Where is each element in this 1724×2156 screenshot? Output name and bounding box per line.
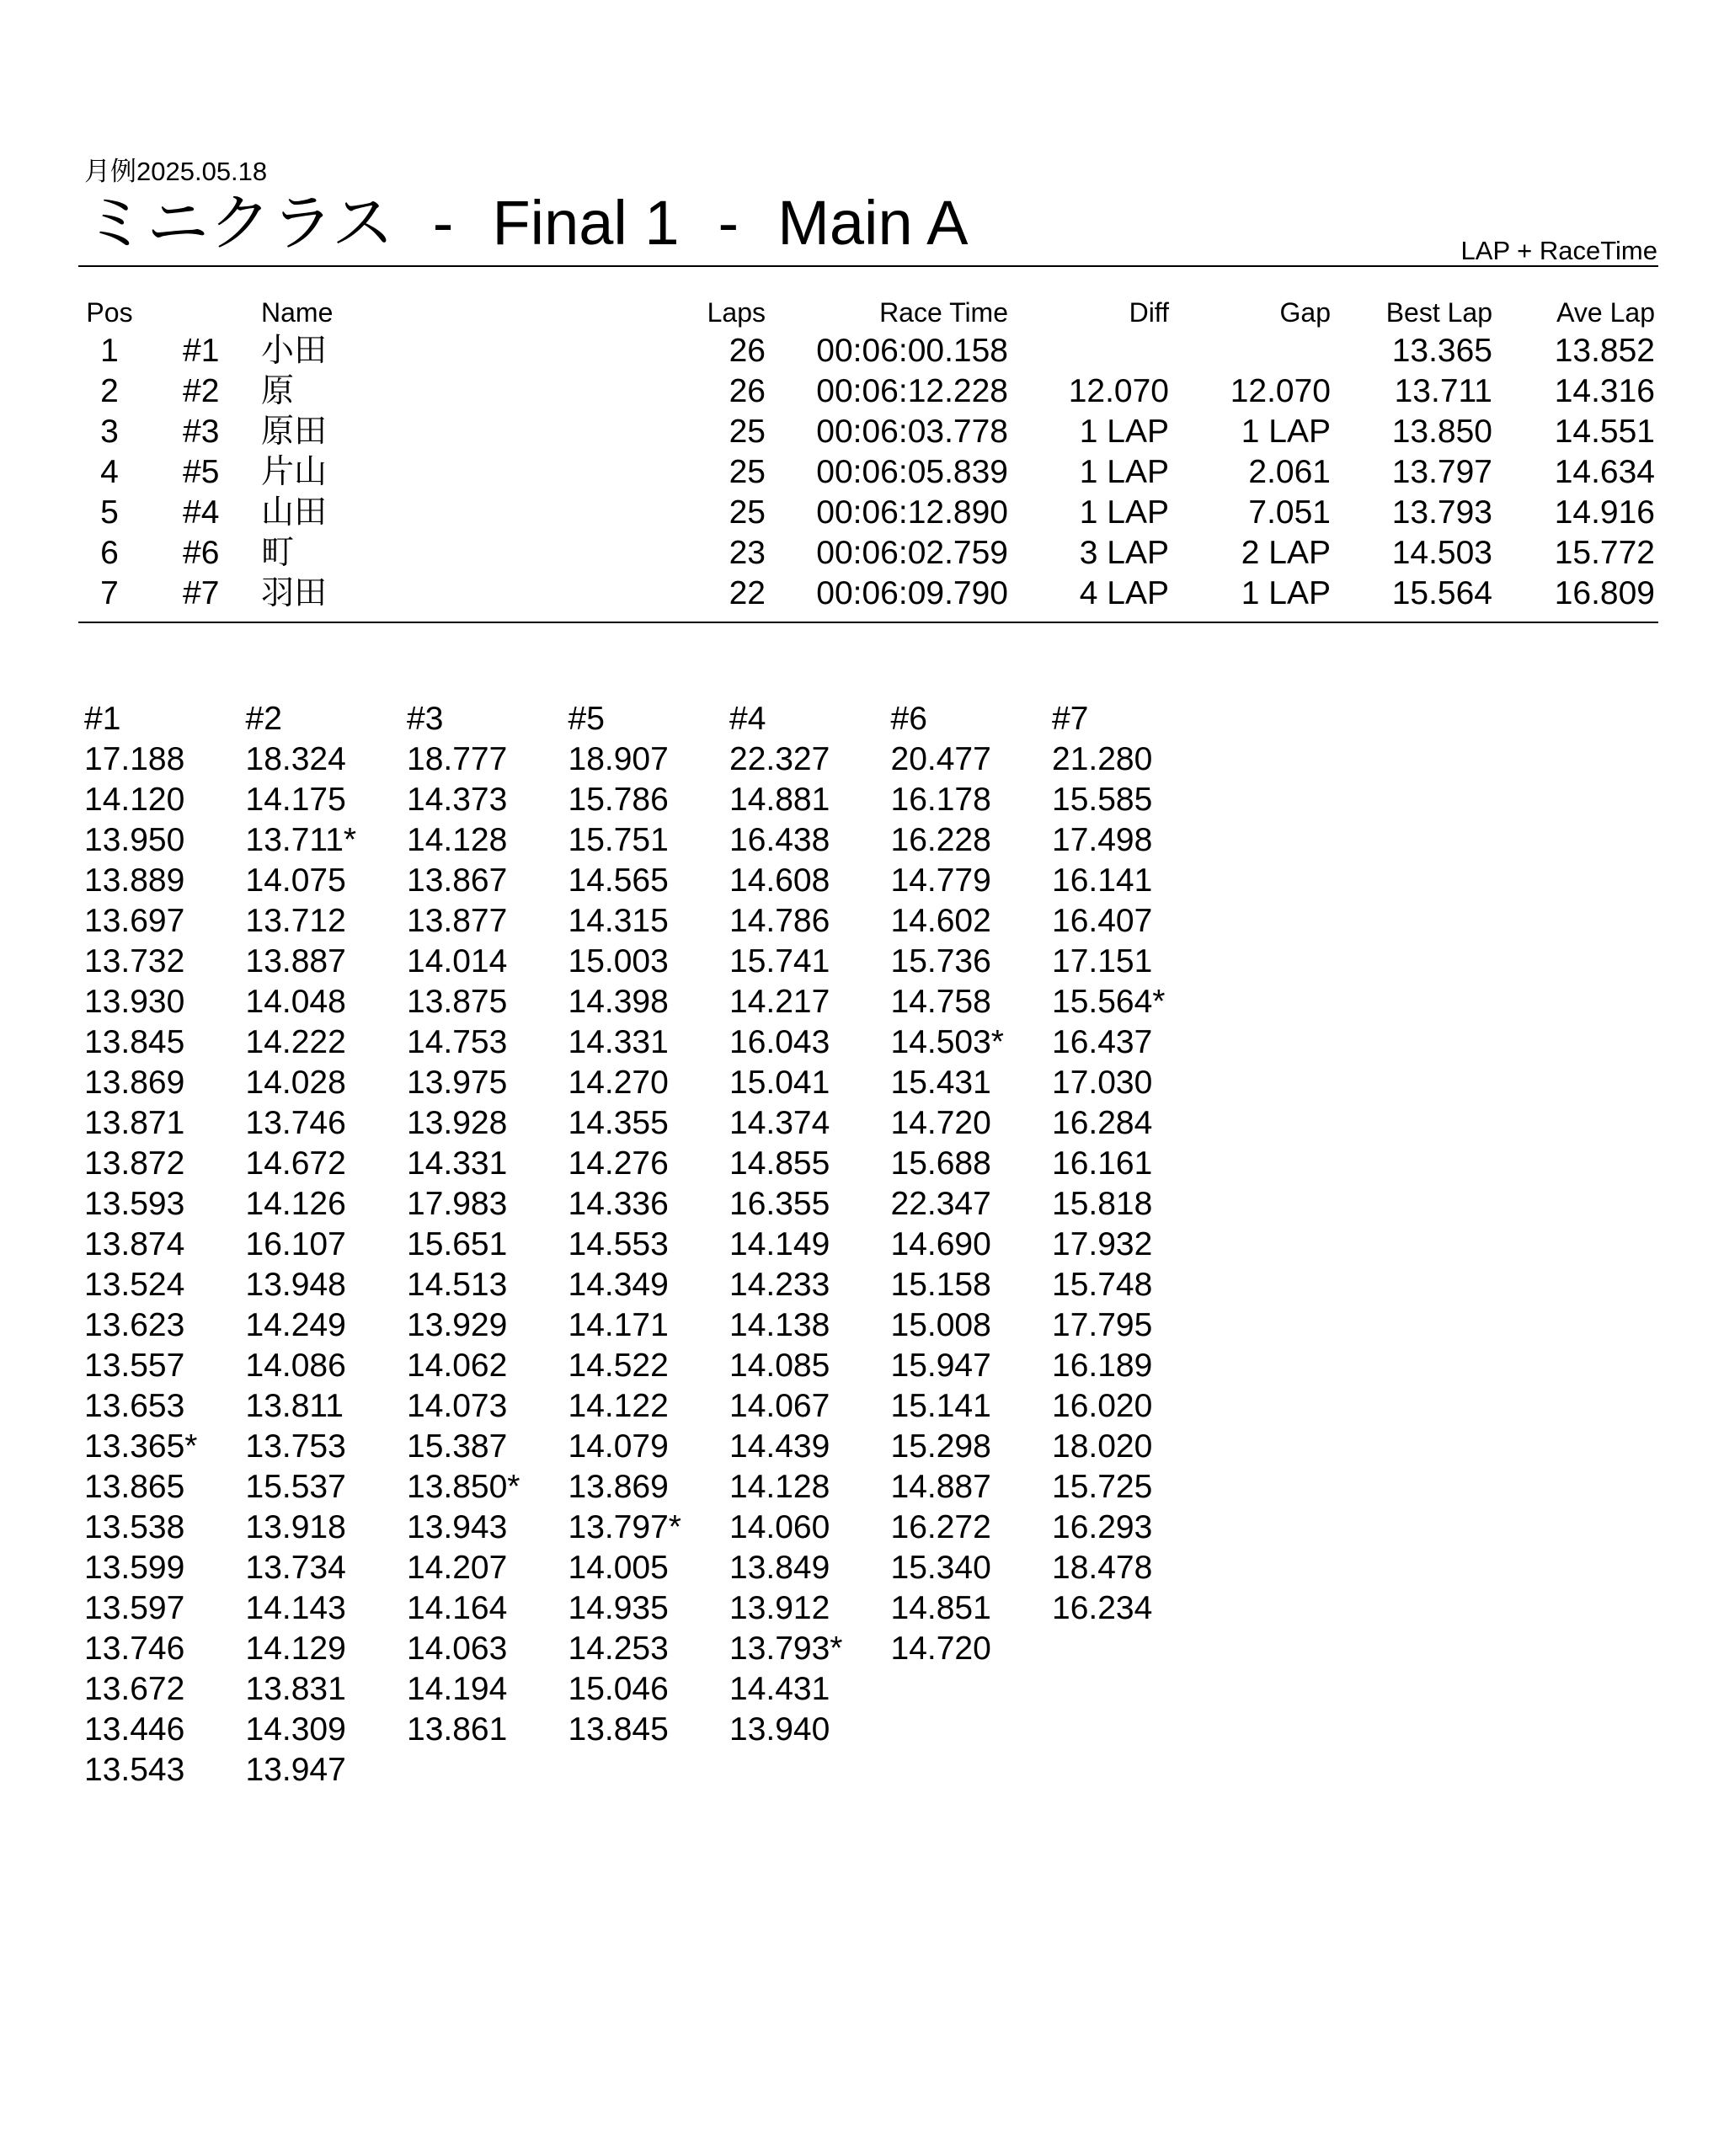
lap-time: 13.918 bbox=[245, 1509, 346, 1545]
row-race-time: 00:06:12.890 bbox=[816, 494, 1008, 531]
row-ave-lap: 14.551 bbox=[1554, 414, 1655, 450]
result-row bbox=[0, 533, 1724, 574]
lap-time: 14.063 bbox=[407, 1630, 508, 1667]
row-gap: 12.070 bbox=[1230, 373, 1331, 409]
lap-time: 15.736 bbox=[890, 943, 991, 979]
lap-time: 16.141 bbox=[1052, 862, 1153, 899]
lap-time: 13.593 bbox=[84, 1186, 185, 1222]
row-pos: 7 bbox=[100, 575, 119, 611]
lap-time: 13.867 bbox=[407, 862, 508, 899]
lap-time: 13.623 bbox=[84, 1307, 185, 1343]
lap-time: 13.861 bbox=[407, 1711, 508, 1748]
lap-time: 13.543 bbox=[84, 1752, 185, 1788]
lap-time: 15.141 bbox=[890, 1388, 991, 1424]
row-laps: 26 bbox=[729, 333, 766, 369]
lap-time: 13.930 bbox=[84, 984, 185, 1020]
lap-time: 13.865 bbox=[84, 1469, 185, 1505]
event-date: 月例2025.05.18 bbox=[84, 157, 268, 186]
lap-time: 16.437 bbox=[1052, 1024, 1153, 1060]
lap-time: 13.869 bbox=[568, 1469, 669, 1505]
row-ave-lap: 14.634 bbox=[1554, 454, 1655, 490]
row-pos: 3 bbox=[100, 414, 119, 450]
row-diff: 12.070 bbox=[1068, 373, 1169, 409]
lap-time: 14.608 bbox=[729, 862, 830, 899]
row-ave-lap: 15.772 bbox=[1554, 535, 1655, 571]
lap-time: 17.498 bbox=[1052, 822, 1153, 858]
lap-time: 15.725 bbox=[1052, 1469, 1153, 1505]
lap-time: 13.947 bbox=[245, 1752, 346, 1788]
result-row bbox=[0, 371, 1724, 412]
header-gap: Gap bbox=[1279, 297, 1331, 328]
lap-time: 15.158 bbox=[890, 1267, 991, 1303]
lap-time: 16.407 bbox=[1052, 903, 1153, 939]
lap-time: 13.874 bbox=[84, 1226, 185, 1262]
lap-time: 14.048 bbox=[245, 984, 346, 1020]
lap-time: 14.164 bbox=[407, 1590, 508, 1626]
lap-time: 15.564* bbox=[1052, 984, 1166, 1020]
lap-time: 15.431 bbox=[890, 1065, 991, 1101]
lap-time: 18.478 bbox=[1052, 1550, 1153, 1586]
lap-time: 17.188 bbox=[84, 741, 185, 777]
lap-time: 18.020 bbox=[1052, 1428, 1153, 1465]
lap-time: 16.284 bbox=[1052, 1105, 1153, 1141]
row-gap: 1 LAP bbox=[1241, 575, 1331, 611]
lap-time: 15.537 bbox=[245, 1469, 346, 1505]
lap-time: 16.228 bbox=[890, 822, 991, 858]
lap-time: 16.043 bbox=[729, 1024, 830, 1060]
lap-time: 14.085 bbox=[729, 1348, 830, 1384]
heat-name: Main A bbox=[777, 188, 969, 258]
row-diff: 4 LAP bbox=[1079, 575, 1169, 611]
lap-time: 14.126 bbox=[245, 1186, 346, 1222]
lap-time: 13.948 bbox=[245, 1267, 346, 1303]
lap-time: 14.881 bbox=[729, 782, 830, 818]
results-header bbox=[0, 292, 1724, 333]
row-pos: 6 bbox=[100, 535, 119, 571]
lap-time: 15.387 bbox=[407, 1428, 508, 1465]
lap-time: 14.513 bbox=[407, 1267, 508, 1303]
row-driver-name: 羽田 bbox=[261, 575, 328, 611]
row-driver-name: 町 bbox=[261, 535, 295, 571]
results-divider bbox=[78, 622, 1658, 623]
lap-time: 16.234 bbox=[1052, 1590, 1153, 1626]
lap-time: 15.003 bbox=[568, 943, 669, 979]
lap-time: 15.786 bbox=[568, 782, 669, 818]
lap-time: 16.161 bbox=[1052, 1145, 1153, 1182]
lap-time: 14.855 bbox=[729, 1145, 830, 1182]
lap-column-header: #6 bbox=[890, 701, 927, 737]
row-driver-name: 小田 bbox=[261, 333, 328, 369]
lap-column bbox=[407, 699, 567, 1750]
row-race-time: 00:06:09.790 bbox=[816, 575, 1008, 611]
lap-time: 14.887 bbox=[890, 1469, 991, 1505]
lap-time: 14.276 bbox=[568, 1145, 669, 1182]
result-type: LAP + RaceTime bbox=[1460, 236, 1657, 265]
lap-column bbox=[246, 699, 406, 1790]
lap-time: 13.869 bbox=[84, 1065, 185, 1101]
lap-time: 14.331 bbox=[407, 1145, 508, 1182]
lap-time: 15.298 bbox=[890, 1428, 991, 1465]
lap-time: 13.697 bbox=[84, 903, 185, 939]
lap-time: 13.872 bbox=[84, 1145, 185, 1182]
lap-time: 17.151 bbox=[1052, 943, 1153, 979]
lap-time: 13.524 bbox=[84, 1267, 185, 1303]
row-pos: 1 bbox=[100, 333, 119, 369]
row-ave-lap: 13.852 bbox=[1554, 333, 1655, 369]
lap-time: 17.795 bbox=[1052, 1307, 1153, 1343]
header-laps: Laps bbox=[707, 297, 766, 328]
lap-time: 14.690 bbox=[890, 1226, 991, 1262]
lap-time: 13.845 bbox=[84, 1024, 185, 1060]
row-pos: 4 bbox=[100, 454, 119, 490]
row-laps: 22 bbox=[729, 575, 766, 611]
lap-time: 15.651 bbox=[407, 1226, 508, 1262]
lap-time: 16.272 bbox=[890, 1509, 991, 1545]
lap-time: 13.746 bbox=[245, 1105, 346, 1141]
lap-time: 14.014 bbox=[407, 943, 508, 979]
lap-time: 17.030 bbox=[1052, 1065, 1153, 1101]
lap-time: 14.005 bbox=[568, 1550, 669, 1586]
header-pos: Pos bbox=[86, 297, 133, 328]
lap-time: 14.222 bbox=[245, 1024, 346, 1060]
row-best-lap: 13.711 bbox=[1394, 373, 1492, 409]
lap-column-header: #2 bbox=[245, 701, 282, 737]
lap-time: 14.079 bbox=[568, 1428, 669, 1465]
row-car-number: #4 bbox=[183, 494, 220, 531]
header-ave-lap: Ave Lap bbox=[1556, 297, 1655, 328]
lap-time: 18.907 bbox=[568, 741, 669, 777]
lap-time: 14.249 bbox=[245, 1307, 346, 1343]
row-diff: 1 LAP bbox=[1079, 494, 1169, 531]
lap-time: 15.008 bbox=[890, 1307, 991, 1343]
lap-time: 13.929 bbox=[407, 1307, 508, 1343]
row-laps: 25 bbox=[729, 454, 766, 490]
lap-time: 14.672 bbox=[245, 1145, 346, 1182]
lap-time: 13.712 bbox=[245, 903, 346, 939]
row-race-time: 00:06:12.228 bbox=[816, 373, 1008, 409]
row-laps: 25 bbox=[729, 414, 766, 450]
lap-time: 15.046 bbox=[568, 1671, 669, 1707]
header-name: Name bbox=[261, 297, 334, 328]
title-separator: - bbox=[718, 188, 739, 258]
row-race-time: 00:06:00.158 bbox=[816, 333, 1008, 369]
row-best-lap: 13.793 bbox=[1391, 494, 1492, 531]
lap-column-header: #5 bbox=[568, 701, 605, 737]
lap-time: 14.355 bbox=[568, 1105, 669, 1141]
row-driver-name: 片山 bbox=[261, 454, 328, 490]
lap-time: 14.374 bbox=[729, 1105, 830, 1141]
lap-time: 14.128 bbox=[729, 1469, 830, 1505]
lap-time: 15.947 bbox=[890, 1348, 991, 1384]
row-laps: 23 bbox=[729, 535, 766, 571]
lap-time: 13.732 bbox=[84, 943, 185, 979]
lap-column-header: #4 bbox=[729, 701, 766, 737]
lap-time: 14.373 bbox=[407, 782, 508, 818]
row-diff: 3 LAP bbox=[1079, 535, 1169, 571]
lap-time: 14.122 bbox=[568, 1388, 669, 1424]
lap-time: 13.599 bbox=[84, 1550, 185, 1586]
lap-time: 15.741 bbox=[729, 943, 830, 979]
lap-time: 14.149 bbox=[729, 1226, 830, 1262]
lap-time: 16.293 bbox=[1052, 1509, 1153, 1545]
row-laps: 26 bbox=[729, 373, 766, 409]
lap-time: 13.845 bbox=[568, 1711, 669, 1748]
row-car-number: #3 bbox=[183, 414, 220, 450]
lap-time: 13.850* bbox=[407, 1469, 520, 1505]
lap-time: 14.602 bbox=[890, 903, 991, 939]
row-driver-name: 原田 bbox=[261, 414, 328, 450]
row-diff: 1 LAP bbox=[1079, 454, 1169, 490]
row-diff: 1 LAP bbox=[1079, 414, 1169, 450]
header-diff: Diff bbox=[1129, 297, 1169, 328]
lap-time: 13.734 bbox=[245, 1550, 346, 1586]
lap-time: 14.207 bbox=[407, 1550, 508, 1586]
lap-column-header: #7 bbox=[1052, 701, 1089, 737]
lap-time: 13.797* bbox=[568, 1509, 681, 1545]
result-row bbox=[0, 452, 1724, 493]
row-gap: 2 LAP bbox=[1241, 535, 1331, 571]
lap-time: 14.028 bbox=[245, 1065, 346, 1101]
result-row bbox=[0, 412, 1724, 452]
lap-time: 14.067 bbox=[729, 1388, 830, 1424]
lap-time: 16.107 bbox=[245, 1226, 346, 1262]
result-row bbox=[0, 574, 1724, 614]
lap-time: 14.336 bbox=[568, 1186, 669, 1222]
lap-time: 14.331 bbox=[568, 1024, 669, 1060]
lap-column bbox=[729, 699, 889, 1750]
header-best-lap: Best Lap bbox=[1385, 297, 1492, 328]
lap-time: 14.315 bbox=[568, 903, 669, 939]
lap-time: 13.831 bbox=[245, 1671, 346, 1707]
lap-time: 13.793* bbox=[729, 1630, 843, 1667]
row-best-lap: 14.503 bbox=[1391, 535, 1492, 571]
lap-time: 14.565 bbox=[568, 862, 669, 899]
lap-time: 14.851 bbox=[890, 1590, 991, 1626]
lap-time: 13.875 bbox=[407, 984, 508, 1020]
lap-time: 14.060 bbox=[729, 1509, 830, 1545]
row-best-lap: 13.850 bbox=[1391, 414, 1492, 450]
lap-time: 21.280 bbox=[1052, 741, 1153, 777]
row-pos: 2 bbox=[100, 373, 119, 409]
row-car-number: #7 bbox=[183, 575, 220, 611]
lap-time: 14.175 bbox=[245, 782, 346, 818]
result-row bbox=[0, 331, 1724, 371]
row-car-number: #1 bbox=[183, 333, 220, 369]
lap-time: 14.779 bbox=[890, 862, 991, 899]
lap-time: 14.128 bbox=[407, 822, 508, 858]
lap-time: 15.748 bbox=[1052, 1267, 1153, 1303]
lap-time: 13.889 bbox=[84, 862, 185, 899]
row-gap: 2.061 bbox=[1248, 454, 1331, 490]
race-title bbox=[84, 187, 968, 259]
lap-time: 13.912 bbox=[729, 1590, 830, 1626]
lap-time: 13.943 bbox=[407, 1509, 508, 1545]
lap-time: 13.538 bbox=[84, 1509, 185, 1545]
lap-time: 14.171 bbox=[568, 1307, 669, 1343]
lap-time: 13.653 bbox=[84, 1388, 185, 1424]
lap-time: 13.928 bbox=[407, 1105, 508, 1141]
lap-time: 13.711* bbox=[245, 822, 357, 858]
lap-time: 14.075 bbox=[245, 862, 346, 899]
row-pos: 5 bbox=[100, 494, 119, 531]
row-car-number: #2 bbox=[183, 373, 220, 409]
lap-time: 13.746 bbox=[84, 1630, 185, 1667]
row-driver-name: 山田 bbox=[261, 494, 328, 531]
lap-time: 14.753 bbox=[407, 1024, 508, 1060]
lap-time: 14.138 bbox=[729, 1307, 830, 1343]
lap-time: 22.327 bbox=[729, 741, 830, 777]
lap-time: 13.940 bbox=[729, 1711, 830, 1748]
lap-time: 14.786 bbox=[729, 903, 830, 939]
lap-time: 13.877 bbox=[407, 903, 508, 939]
lap-time: 14.720 bbox=[890, 1105, 991, 1141]
lap-time: 14.217 bbox=[729, 984, 830, 1020]
lap-time: 13.557 bbox=[84, 1348, 185, 1384]
row-best-lap: 15.564 bbox=[1391, 575, 1492, 611]
lap-time: 15.585 bbox=[1052, 782, 1153, 818]
lap-time: 14.143 bbox=[245, 1590, 346, 1626]
lap-time: 14.522 bbox=[568, 1348, 669, 1384]
lap-time: 15.688 bbox=[890, 1145, 991, 1182]
lap-time: 14.194 bbox=[407, 1671, 508, 1707]
lap-time: 16.189 bbox=[1052, 1348, 1153, 1384]
header-divider bbox=[78, 265, 1658, 267]
row-race-time: 00:06:02.759 bbox=[816, 535, 1008, 571]
lap-time: 18.324 bbox=[245, 741, 346, 777]
row-gap: 7.051 bbox=[1248, 494, 1331, 531]
lap-time: 20.477 bbox=[890, 741, 991, 777]
lap-time: 14.129 bbox=[245, 1630, 346, 1667]
lap-time: 16.020 bbox=[1052, 1388, 1153, 1424]
row-driver-name: 原 bbox=[261, 373, 295, 409]
lap-time: 14.503* bbox=[890, 1024, 1004, 1060]
lap-time: 14.120 bbox=[84, 782, 185, 818]
lap-time: 15.751 bbox=[568, 822, 669, 858]
lap-time: 14.309 bbox=[245, 1711, 346, 1748]
lap-time: 17.983 bbox=[407, 1186, 508, 1222]
lap-column bbox=[1052, 699, 1212, 1629]
result-row bbox=[0, 493, 1724, 533]
lap-time: 13.811 bbox=[245, 1388, 344, 1424]
lap-time: 14.073 bbox=[407, 1388, 508, 1424]
row-gap: 1 LAP bbox=[1241, 414, 1331, 450]
lap-time: 15.041 bbox=[729, 1065, 830, 1101]
lap-column bbox=[891, 699, 1051, 1669]
lap-time: 16.178 bbox=[890, 782, 991, 818]
row-best-lap: 13.365 bbox=[1391, 333, 1492, 369]
lap-time: 13.950 bbox=[84, 822, 185, 858]
lap-time: 13.365* bbox=[84, 1428, 198, 1465]
lap-time: 14.233 bbox=[729, 1267, 830, 1303]
class-name: ミニクラス bbox=[84, 188, 394, 258]
lap-time: 13.975 bbox=[407, 1065, 508, 1101]
lap-time: 14.086 bbox=[245, 1348, 346, 1384]
lap-time: 16.355 bbox=[729, 1186, 830, 1222]
lap-time: 14.720 bbox=[890, 1630, 991, 1667]
lap-time: 14.553 bbox=[568, 1226, 669, 1262]
row-laps: 25 bbox=[729, 494, 766, 531]
row-race-time: 00:06:05.839 bbox=[816, 454, 1008, 490]
lap-column bbox=[568, 699, 729, 1750]
lap-column-header: #3 bbox=[407, 701, 444, 737]
header-race-time: Race Time bbox=[879, 297, 1008, 328]
lap-time: 14.935 bbox=[568, 1590, 669, 1626]
lap-time: 14.439 bbox=[729, 1428, 830, 1465]
lap-time: 13.672 bbox=[84, 1671, 185, 1707]
lap-time: 14.062 bbox=[407, 1348, 508, 1384]
lap-time: 15.340 bbox=[890, 1550, 991, 1586]
row-ave-lap: 14.316 bbox=[1554, 373, 1655, 409]
lap-time: 14.398 bbox=[568, 984, 669, 1020]
lap-time: 15.818 bbox=[1052, 1186, 1153, 1222]
title-separator: - bbox=[432, 188, 454, 258]
row-race-time: 00:06:03.778 bbox=[816, 414, 1008, 450]
lap-time: 13.887 bbox=[245, 943, 346, 979]
lap-time: 14.349 bbox=[568, 1267, 669, 1303]
lap-time: 18.777 bbox=[407, 741, 508, 777]
row-ave-lap: 14.916 bbox=[1554, 494, 1655, 531]
lap-time: 14.431 bbox=[729, 1671, 830, 1707]
lap-time: 16.438 bbox=[729, 822, 830, 858]
lap-column-header: #1 bbox=[84, 701, 121, 737]
lap-time: 13.849 bbox=[729, 1550, 830, 1586]
lap-time: 22.347 bbox=[890, 1186, 991, 1222]
lap-time: 14.253 bbox=[568, 1630, 669, 1667]
row-best-lap: 13.797 bbox=[1391, 454, 1492, 490]
row-car-number: #6 bbox=[183, 535, 220, 571]
round-name: Final 1 bbox=[492, 188, 680, 258]
lap-time: 14.758 bbox=[890, 984, 991, 1020]
lap-time: 13.446 bbox=[84, 1711, 185, 1748]
lap-time: 13.753 bbox=[245, 1428, 346, 1465]
lap-time: 13.871 bbox=[84, 1105, 185, 1141]
lap-time: 14.270 bbox=[568, 1065, 669, 1101]
lap-column bbox=[84, 699, 244, 1790]
lap-time: 13.597 bbox=[84, 1590, 185, 1626]
lap-time: 17.932 bbox=[1052, 1226, 1153, 1262]
row-car-number: #5 bbox=[183, 454, 220, 490]
row-ave-lap: 16.809 bbox=[1554, 575, 1655, 611]
